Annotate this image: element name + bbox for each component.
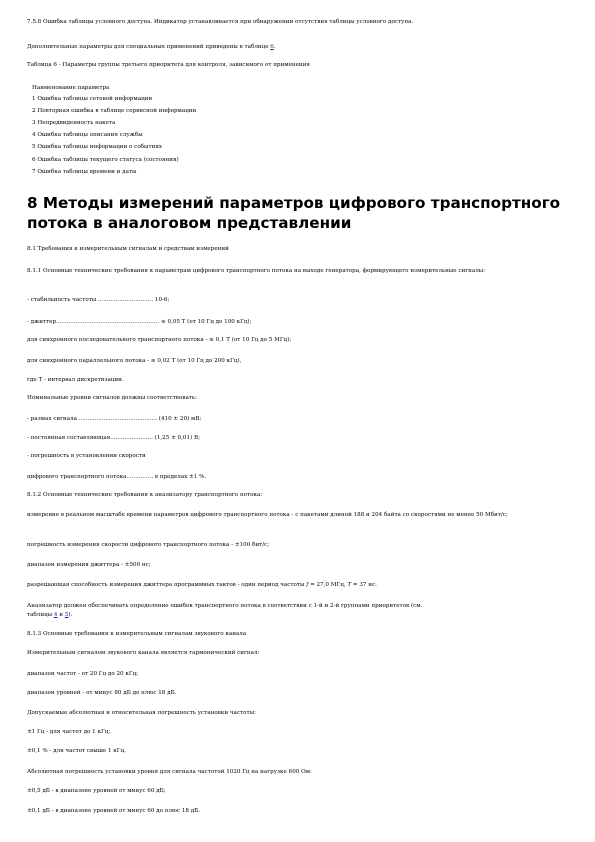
analyzer-paragraph-line-1: Анализатор должен обеспечивать определение ошибок транспортного потока в соответствии с 1-й и 2-й группами приоритетов (см. [27,603,423,609]
abs-level-intro: Абсолютная погрешность установки уровня для сигнала частотой 1020 Гц на нагрузке 600 Ом: [27,769,312,775]
table-row-3: 3 Непредвиденность пакета [32,120,116,126]
measure-realtime: измерение в реальном масштабе времени параметров цифрового транспортного потока - с пакетами длиной 188 и 204 байта со скоростями не менее 50 Мбит/с; [27,512,508,518]
subsection-8-1-3: 8.1.3 Основные требования к измерительным сигналам звукового канала [27,631,247,637]
analyzer-end: ). [68,612,73,618]
freq-error-2: ±0,1 % - для частот свыше 1 кГц. [27,748,126,754]
resolution-text: разрешающая способность измерения джиттера программных тактов - один период частоты [27,582,307,588]
table-row-2: 2 Повторная ошибка в таблице сервисной информации [32,108,197,114]
dc-offset-line: - постоянная составляющая........................ (1,25 ± 0,01) В; [27,435,200,441]
stability-line: - стабильность частоты ............................... 10-6; [27,297,170,303]
speed-accuracy: погрешность измерения скорости цифрового транспортного потока - ±100 бит/с; [27,542,270,548]
table-header: Наименование параметра [32,85,110,91]
freq-error-1: ±1 Гц - для частот до 1 кГц; [27,729,111,735]
jitter-resolution [27,582,377,589]
table-5-link[interactable]: 5 [64,612,69,618]
section-8-title: 8 Методы измерений параметров цифрового транспортного потока в аналоговом представлении [27,194,561,232]
resolution-f-symbol: f [306,582,309,588]
table-4-link[interactable]: 4 [53,612,58,618]
level-error-2: ±0,1 дБ - в диапазоне уровней от минус 60 до плюс 18 дБ. [27,808,201,814]
frequency-range: диапазон частот - от 20 Гц до 20 кГц; [27,671,139,677]
subsection-8-1-2: 8.1.2 Основные технические требования к анализатору транспортного потока: [27,492,263,498]
table-row-1: 1 Ошибка таблицы сетевой информации [32,96,153,102]
table-row-7: 7 Ошибка таблицы времени и даты [32,169,137,175]
paragraph-8-1-1: 8.1.1 Основные технические требования к параметрам цифрового транспортного потока на выходе генератора, формирующего измерительные сигналы: [27,268,486,274]
levels-intro: Номинальные уровни сигналов должны соответствовать: [27,395,197,401]
table-6-link[interactable]: 6 [270,44,274,50]
jitter-line: - джиттер.......................................................... ≤ 0,05 Т (от 10 Гц до 100 кГц); [27,319,252,325]
where-t-line: где Т - интервал дискретизации. [27,377,124,383]
level-range: диапазон уровней - от минус 80 дБ до плюс 18 дБ. [27,690,177,696]
swing-line: - размах сигнала ............................................ (410 ± 20) мВ; [27,416,202,422]
sound-signal-line: Измерительным сигналом звукового канала является гармонический сигнал: [27,650,260,656]
jitter-serial-line: для синхронного последовательного транспортного потока - ≤ 0,1 Т (от 10 Гц до 5 МГц); [27,337,292,343]
table-caption: Таблица 6 - Параметры группы третьего приоритета для контроля, зависимого от применения [27,62,310,68]
table-row-5: 5 Ошибка таблицы информации о событиях [32,144,163,150]
jitter-range: диапазон измерения джиттера - ±500 нс; [27,562,151,568]
analyzer-text: таблицы [27,612,54,618]
level-error-1: ±0,5 дБ - в диапазоне уровней от минус 60 дБ; [27,788,166,794]
paragraph-additional-params [27,44,276,51]
paragraph-text: Дополнительные параметры для специальных применений приведены в таблице [27,44,271,50]
resolution-t-symbol: T [347,582,352,588]
paragraph-7-5-8: 7.5.8 Ошибка таблицы условного доступа. Индикатор устанавливается при обнаружении отсутствия таблицы условного доступа. [27,19,414,25]
speed-error-line-2: цифрового транспортного потока............... в пределах ±1 %. [27,474,207,480]
resolution-period: = 37 нс. [351,582,377,588]
resolution-frequency: = 27,0 МГц, [308,582,348,588]
table-row-6: 6 Ошибка таблицы текущего статуса (состояния) [32,157,179,163]
subsection-8-1: 8.1 Требования к измерительным сигналам и средствам измерений [27,246,229,252]
jitter-parallel-line: для синхронного параллельного потока - ≤ 0,02 Т (от 10 Гц до 200 кГц), [27,358,242,364]
analyzer-and: и [57,612,65,618]
analyzer-paragraph-line-2 [27,612,72,619]
freq-error-intro: Допускаемые абсолютная и относительная погрешность установки частоты: [27,710,256,716]
speed-error-line: - погрешность в установлении скорости [27,453,146,459]
paragraph-end: . [273,44,276,50]
table-row-4: 4 Ошибка таблицы описания службы [32,132,143,138]
